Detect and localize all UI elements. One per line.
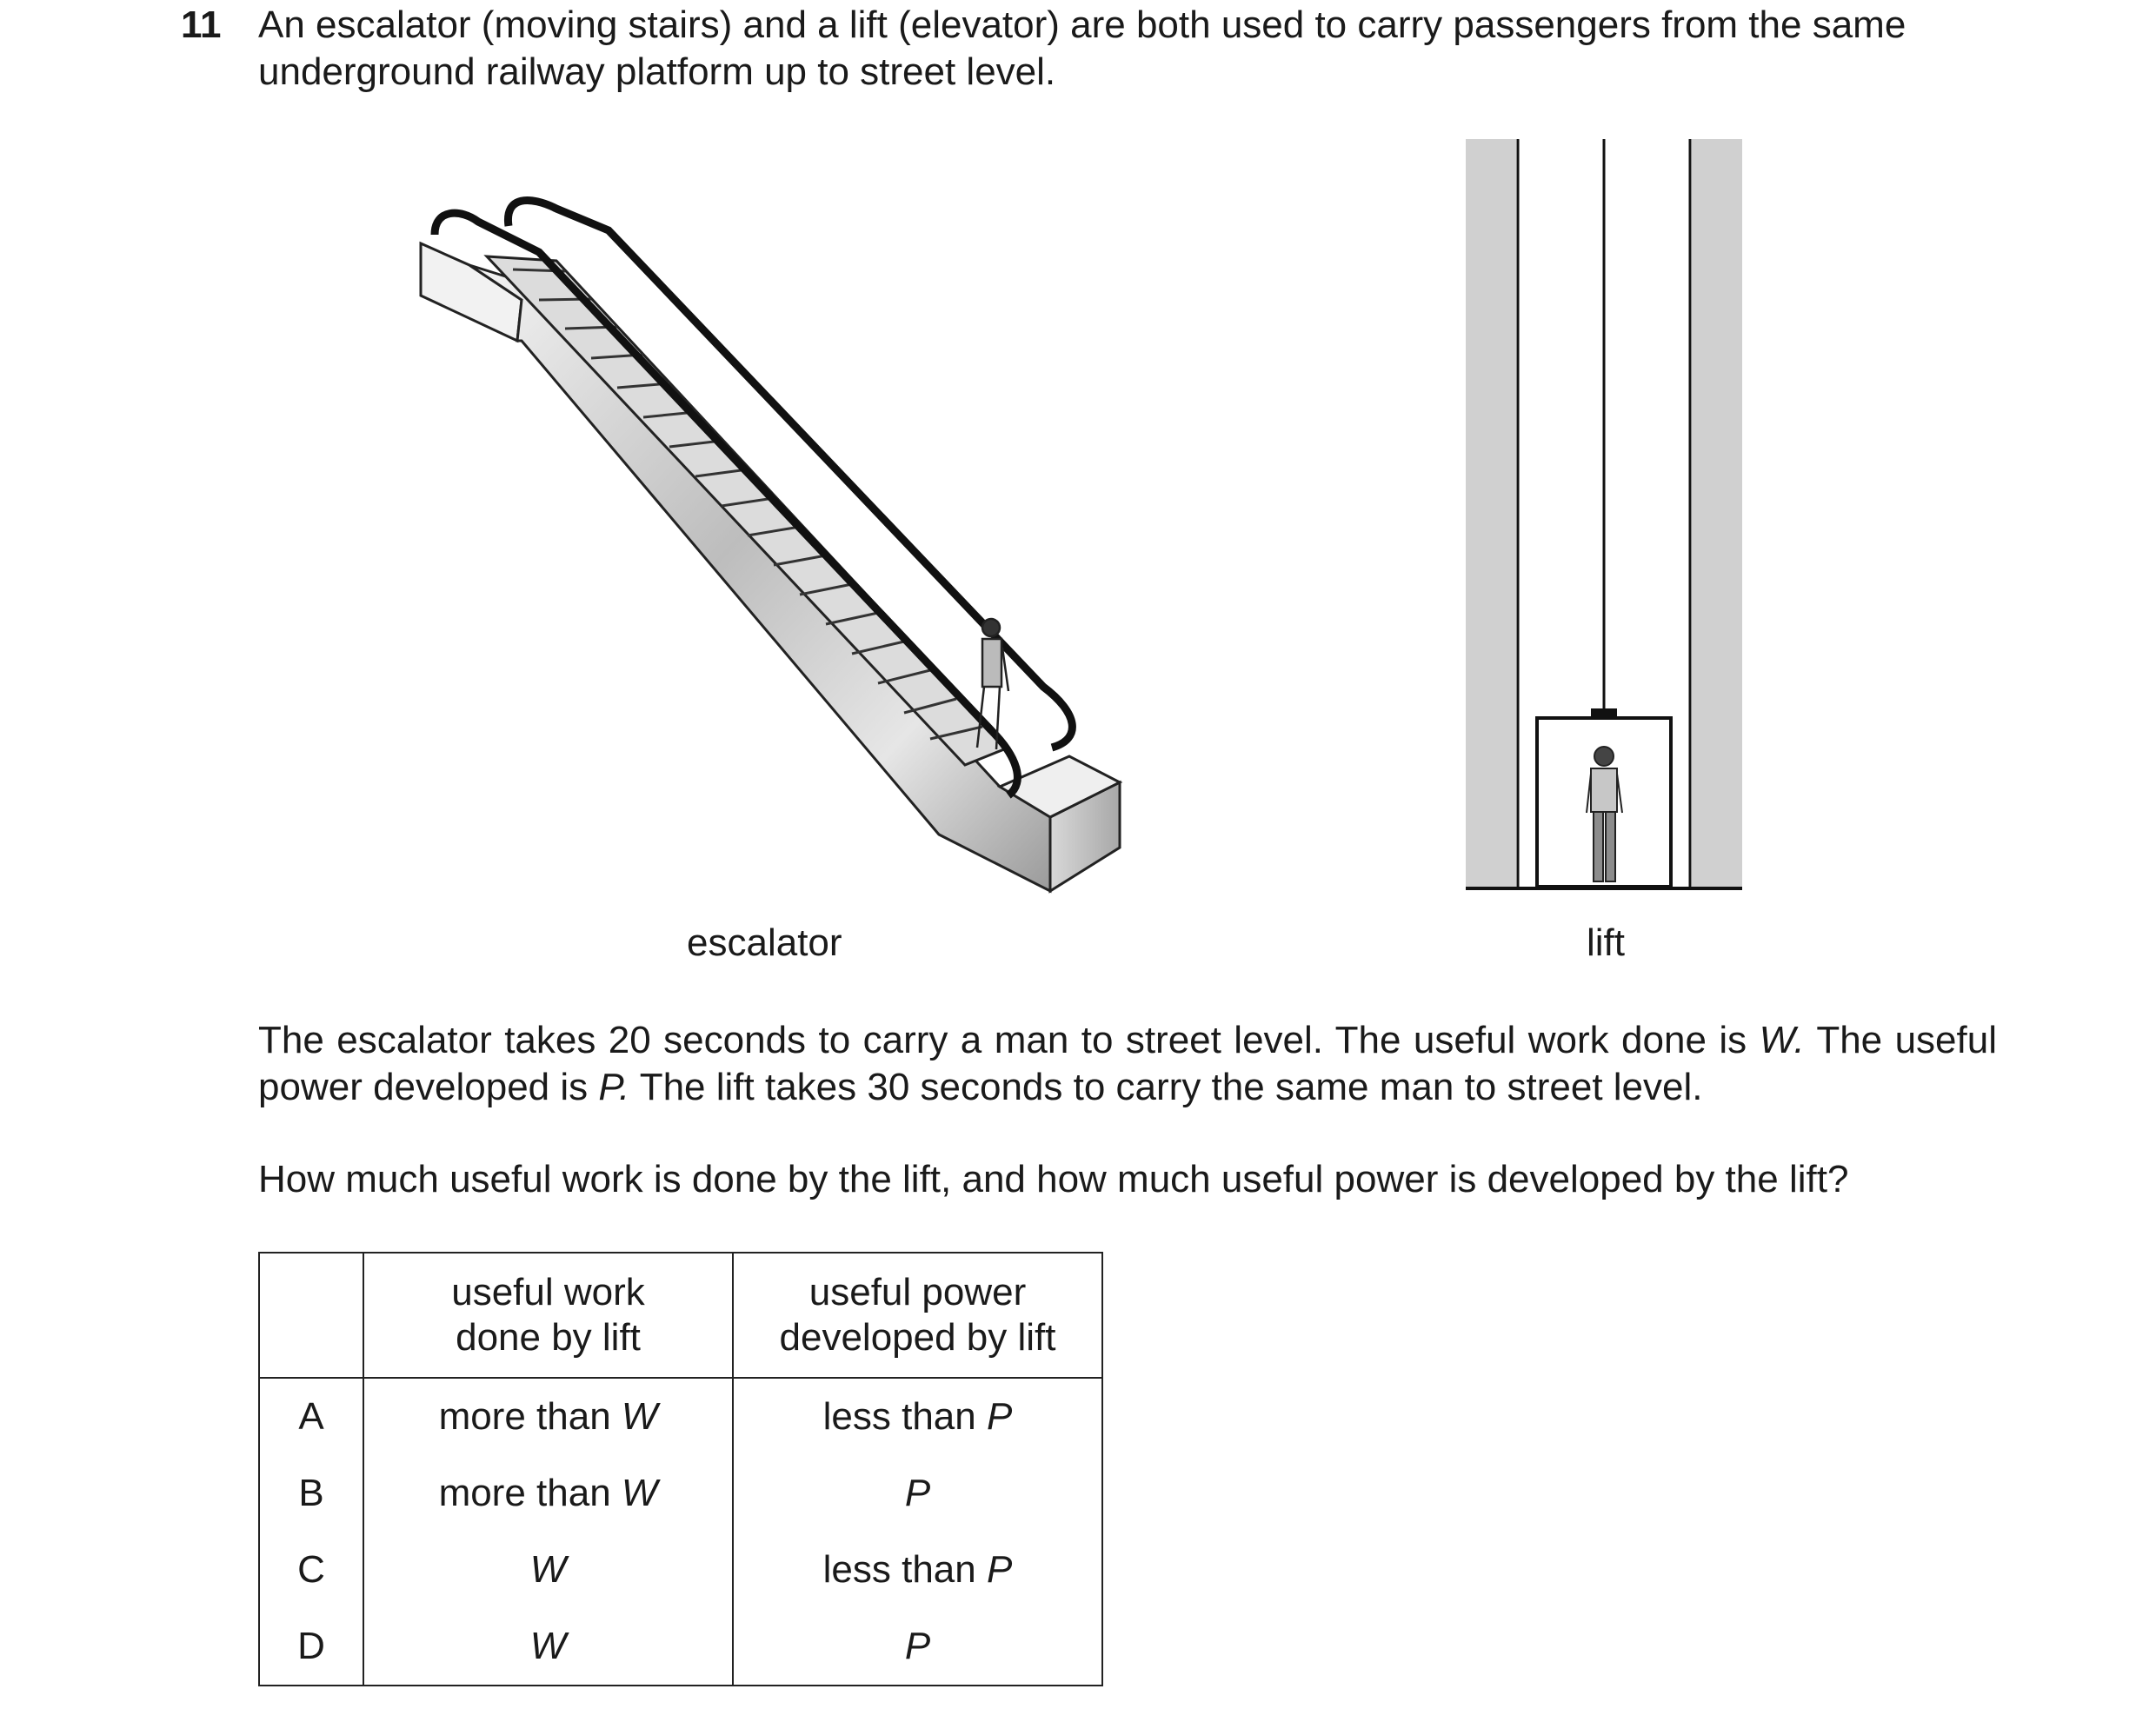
options-table <box>258 1252 1103 1686</box>
shaft-wall-left <box>1466 139 1516 887</box>
intro-line-2: underground railway platform up to street level. <box>258 50 1056 93</box>
header-blank <box>259 1253 363 1378</box>
header-power: useful power developed by lift <box>733 1253 1102 1378</box>
option-row-c[interactable] <box>259 1532 1102 1608</box>
option-row-a[interactable] <box>259 1378 1102 1455</box>
option-letter: C <box>259 1532 363 1608</box>
lift-caption: lift <box>1587 921 1625 964</box>
escalator-steps <box>487 256 1008 765</box>
option-work: W <box>363 1532 733 1608</box>
var-p: P. <box>598 1066 630 1108</box>
option-letter: B <box>259 1455 363 1532</box>
escalator-side-truss <box>469 265 1052 891</box>
var-w: W. <box>1759 1019 1805 1061</box>
option-letter: D <box>259 1608 363 1686</box>
scenario-text-1: The escalator takes 20 seconds to carry a man to street level. The useful work done is <box>258 1019 1760 1061</box>
option-work: more than W <box>363 1455 733 1532</box>
shaft-wall-right <box>1692 139 1742 887</box>
option-power: less than P <box>733 1378 1102 1455</box>
scenario-text-3: The lift takes 30 seconds to carry the same man to street level. <box>629 1066 1703 1108</box>
escalator-caption: escalator <box>687 921 842 964</box>
scenario-paragraph <box>258 1017 1997 1111</box>
option-power: less than P <box>733 1532 1102 1608</box>
option-letter: A <box>259 1378 363 1455</box>
question-number: 11 <box>181 3 222 46</box>
intro-line-1: An escalator (moving stairs) and a lift (elevator) are both used to carry passengers from the same <box>258 3 1906 46</box>
option-power: P <box>733 1608 1102 1686</box>
option-row-d[interactable] <box>259 1608 1102 1686</box>
option-power: P <box>733 1455 1102 1532</box>
escalator-illustration <box>409 187 1139 908</box>
question-intro <box>258 2 1997 96</box>
option-work: more than W <box>363 1378 733 1455</box>
header-work: useful work done by lift <box>363 1253 733 1378</box>
scenario-text-2: The useful power developed is <box>258 1019 1997 1108</box>
lift-illustration <box>1461 135 1747 900</box>
option-work: W <box>363 1608 733 1686</box>
question-line: How much useful work is done by the lift, and how much useful power is developed by the lift? <box>258 1158 1849 1200</box>
option-row-b[interactable] <box>259 1455 1102 1532</box>
